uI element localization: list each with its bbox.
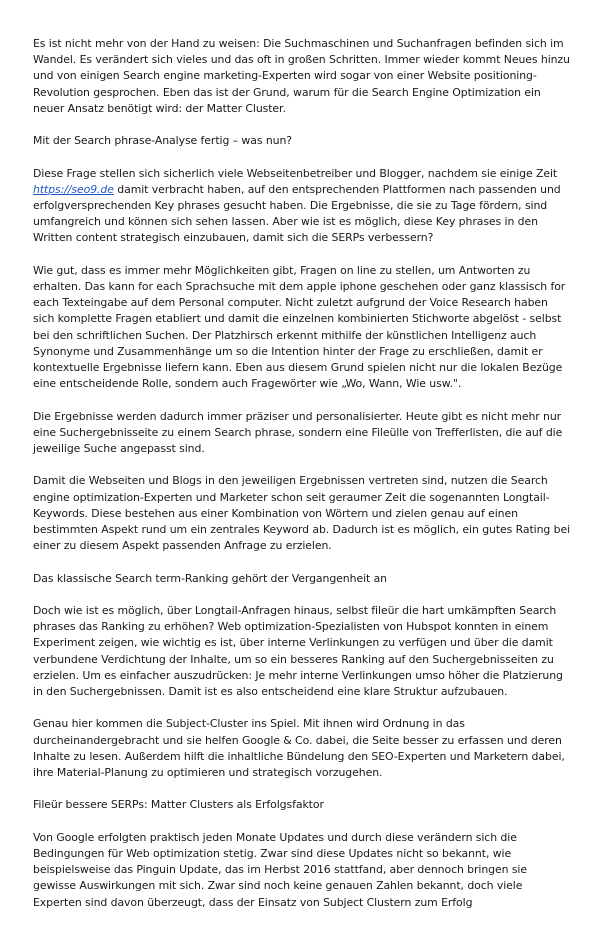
paragraph-subject-cluster: Genau hier kommen die Subject-Cluster ins Spiel. Mit ihnen wird Ordnung in das durcheinandergebracht und sie helfen Google & Co. dabei, die Seite besser zu erfassen und deren Inhalte zu lesen. Außerdem hilft die inhaltliche Bündelung den SEO-Experten und Marketern dabei, ihre Material-Planung zu optimieren und strategisch vorzugehen. <box>33 717 565 780</box>
paragraph-results: Die Ergebnisse werden dadurch immer präziser und personalisierter. Heute gibt es nicht mehr nur eine Suchergebnisseite zu einem Search phrase, sondern eine Fileülle von Trefferlisten, die auf die jeweilige Suche angepasst sind. <box>33 409 563 456</box>
paragraph-text: damit verbracht haben, auf den entsprechenden Plattformen nach passenden und erfolgversprechenden Key phrases gesucht haben. Die Ergebnisse, die sie zu Tage fördern, sind umfangreich und können sich sehen lassen. Aber wie ist es möglich, diese Key phrases in den Written content strategisch einzubauen, damit sich die SERPs verbessern? <box>33 182 561 245</box>
seo9-link[interactable]: https://seo9.de <box>33 182 114 196</box>
paragraph-question <box>33 166 571 247</box>
paragraph-voice-search: Wie gut, dass es immer mehr Möglichkeiten gibt, Fragen on line zu stellen, um Antworten zu erhalten. Das kann for each Sprachsuche mit dem apple iphone geschehen oder ganz klassisch for each Texteingabe auf dem Personal computer. Nicht zuletzt aufgrund der Voice Research haben sich komplette Fragen etabliert und damit die einzelnen kombinierten Stichworte abgelöst - selbst bei den schriftlichen Suchen. Der Platzhirsch erkennt mithilfe der künstlichen Intelligenz auch Synonyme und Zusammenhänge um so die Intention hinter der Frage zu erschließen, damit er kontextuelle Ergebnisse liefern kann. Eben aus diesem Grund spielen nicht nur die lokalen Bezüge eine entscheidende Rolle, sondern auch Fragewörter wie „Wo, Wann, Wie usw.". <box>33 263 566 391</box>
section-heading-serps: Fileür bessere SERPs: Matter Clusters als Erfolgsfaktor <box>33 798 324 812</box>
section-heading-ranking: Das klassische Search term-Ranking gehört der Vergangenheit an <box>33 571 387 585</box>
paragraph-google-updates: Von Google erfolgten praktisch jeden Monate Updates und durch diese verändern sich die Bedingungen für Web optimization stetig. Zwar sind diese Updates nicht so bekannt, wie beispielsweise das Pinguin Update, das im Herbst 2016 stattfand, aber dennoch bringen sie gewisse Auswirkungen mit sich. Zwar sind noch keine genauen Zahlen bekannt, doch viele Experten sind davon überzeugt, dass der Einsatz von Subject Clustern zum Erfolg <box>33 830 527 909</box>
document-body <box>33 36 571 927</box>
paragraph-longtail: Damit die Webseiten und Blogs in den jeweiligen Ergebnissen vertreten sind, nutzen die Search engine optimization-Experten und Marketer schon seit geraumer Zeit die sogenannten Longtail-Keywords. Diese bestehen aus einer Kombination von Wörtern und zielen genau auf einen bestimmten Aspekt rund um ein zentrales Keyword ab. Dadurch ist es möglich, ein gutes Rating bei einer zu diesem Aspekt passenden Anfrage zu erzielen. <box>33 474 571 553</box>
paragraph-text: Diese Frage stellen sich sicherlich viele Webseitenbetreiber und Blogger, nachdem sie einige Zeit <box>33 166 558 180</box>
paragraph-intro: Es ist nicht mehr von der Hand zu weisen: Die Suchmaschinen und Suchanfragen befinden sich im Wandel. Es verändert sich vieles und das oft in großen Schritten. Immer wieder kommt Neues hinzu und von einigen Search engine marketing-Experten wird sogar von einer Website positioning-Revolution gesprochen. Eben das ist der Grund, warum für die Search Engine Optimization ein neuer Ansatz benötigt wird: der Matter Cluster. <box>33 37 570 115</box>
section-heading-keyword-analysis: Mit der Search phrase-Analyse fertig – was nun? <box>33 134 292 148</box>
paragraph-internal-links: Doch wie ist es möglich, über Longtail-Anfragen hinaus, selbst fileür die hart umkämpften Search phrases das Ranking zu erhöhen? Web optimization-Spezialisten von Hubspot konnten in einem Experiment zeigen, wie wichtig es ist, über interne Verlinkungen zu verfügen und über die damit verbundene Verdichtung der Inhalte, um so ein besseres Ranking auf den Suchergebnisseiten zu erzielen. Um es einfacher auszudrücken: Je mehr interne Verlinkungen umso höher die Platzierung in den Suchergebnissen. Damit ist es also entscheidend eine klare Struktur aufzubauen. <box>33 604 563 699</box>
